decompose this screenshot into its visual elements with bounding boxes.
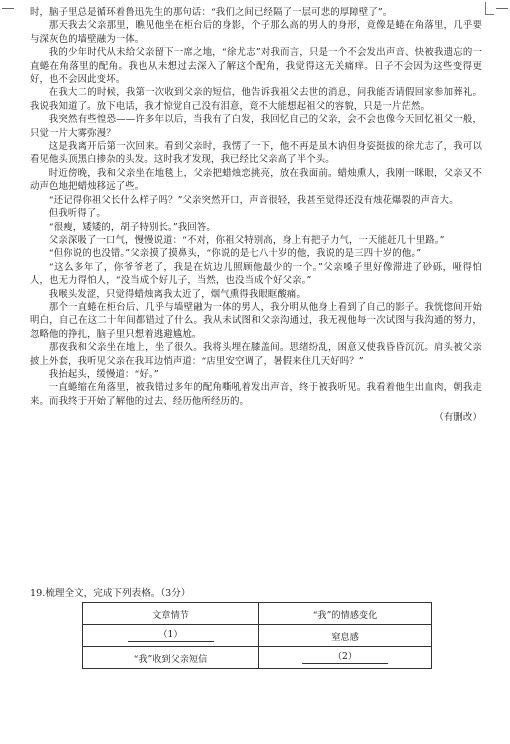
answer-table	[82, 602, 432, 669]
paragraph: “还记得你祖父长什么样子吗？”父亲突然开口，声音很轻，我甚至觉得还没有烛花爆裂的声音大。	[48, 194, 459, 206]
paragraph: 一直蜷缩在角落里，被我错过多年的配角嘶吼着发出声音，终于被我听见。我看着他生出血肉，朝我走来。而我终于开始了解他的过去、经历他所经历的。	[30, 382, 482, 407]
paragraph: 那夜我和父亲坐在地上，坐了很久。我将头埋在膝盖间。思绪纷乱，困意又使我昏昏沉沉。肩头被父亲披上外套，我听见父亲在我耳边悄声道：“店里安空调了，暑假来住几天好吗？”	[30, 342, 482, 367]
question-19-title: 19.梳理全文，完成下列表格。（3分）	[30, 588, 191, 599]
table-header-emotion: “我”的情感变化	[259, 603, 432, 625]
page-edge-mark-right	[496, 8, 508, 9]
paragraph: 我抬起头，缓慢道：“好。”	[48, 368, 159, 380]
source-note: （有删改）	[434, 412, 482, 424]
page-edge-mark-left	[2, 8, 14, 9]
table-row	[83, 625, 432, 647]
answer-blank-1-cell[interactable]	[83, 625, 259, 647]
table-header-plot: 文章情节	[83, 603, 259, 625]
paragraph: “这么多年了，你爷爷老了，我是在炕边儿照顾他最少的一个。”父亲嗓子里好像滞进了砂砾，哑得怕人，也无力得怕人，“没当成个好儿子，当然，也没当成个好父亲。”	[30, 261, 482, 287]
table-header-row	[83, 603, 432, 625]
paragraph: 我突然有些惶恐——许多年以后，当我有了白发，我回忆自己的父亲，会不会也像今天回忆祖父一般，只觉一片大雾弥漫？	[30, 114, 482, 139]
paragraph-continued: 时，脑子里总是循环着鲁迅先生的那句话：“我们之间已经隔了一层可悲的厚障壁了”。	[30, 7, 393, 18]
paragraph: “但你说的也没错。”父亲摸了摸鼻头，“你说的是七八十岁的他，我说的是三四十岁的他。”	[48, 248, 422, 260]
paragraph: “很瘦，矮矮的，胡子特别长。”我回答。	[48, 221, 216, 233]
reading-passage	[30, 6, 482, 425]
paragraph: 这是我离开后第一次回来。看到父亲时，我愣了一下，他不再是虽木讷但身姿挺拔的徐尤志了，我可以看见他头顶黑白掺杂的头发。这时我才发现，我已经比父亲高了半个头。	[30, 141, 482, 166]
paragraph: 我喉头发涩，只觉得蜡烛离我太近了，烟气熏得我眼眶酸痛。	[48, 288, 306, 300]
answer-blank-2[interactable]: （2）	[302, 651, 388, 664]
paragraph: 我的少年时代从未给父亲留下一席之地，“徐尤志”对我而言，只是一个不会发出声音、快被我遗忘的一直蜷在角落里的配角。我也从未想过去深入了解这个配角，我觉得这无关痛痒。日子不会因为这些变得更好，也不会因此变坏。	[30, 47, 482, 86]
answer-blank-2-cell[interactable]	[259, 647, 432, 669]
paragraph: 那天我去父亲那里，瞧见他坐在柜台后的身影，个子那么高的男人的身形，竟像是蜷在角落里，几乎要与深灰色的墙壁融为一体。	[30, 20, 482, 45]
answer-blank-1[interactable]: （1）	[128, 629, 214, 642]
paragraph: 但我听得了。	[48, 208, 106, 220]
table-row	[83, 647, 432, 669]
table-cell-plot: “我”收到父亲短信	[83, 647, 259, 669]
table-cell-emotion: 窒息感	[259, 625, 432, 647]
paragraph: 在我大二的时候，我第一次收到父亲的短信，他告诉我祖父去世的消息，问我能否请假回家参加葬礼。我说我知道了。放下电话，我才惊觉自己没有泪意，竟不大能想起祖父的容貌，只是一片茫然。	[30, 87, 482, 112]
paragraph: 那个一直蜷在柜台后、几乎与墙壁融为一体的男人，我分明从他身上看到了自己的影子。我恍惚间开始明白，自己在这二十年间都错过了什么。我从未试图和父亲沟通过，我无视他每一次试图与我沟通的努力，忽略他的挣扎，脑子里只想着逃避尴尬。	[30, 301, 482, 340]
page-corner-mark	[485, 2, 494, 15]
paragraph: 时近傍晚，我和父亲坐在地毯上，父亲把蜡烛恋挑亮，放在我面前。蜡烛熏人，我刚一眯眼，父亲又不动声色地把蜡烛移远了些。	[30, 167, 482, 193]
paragraph: 父亲深吸了一口气，慢慢说道：“不对，你祖父特别高，身上有把子力气，一天能赶几十里路。”	[48, 234, 445, 246]
